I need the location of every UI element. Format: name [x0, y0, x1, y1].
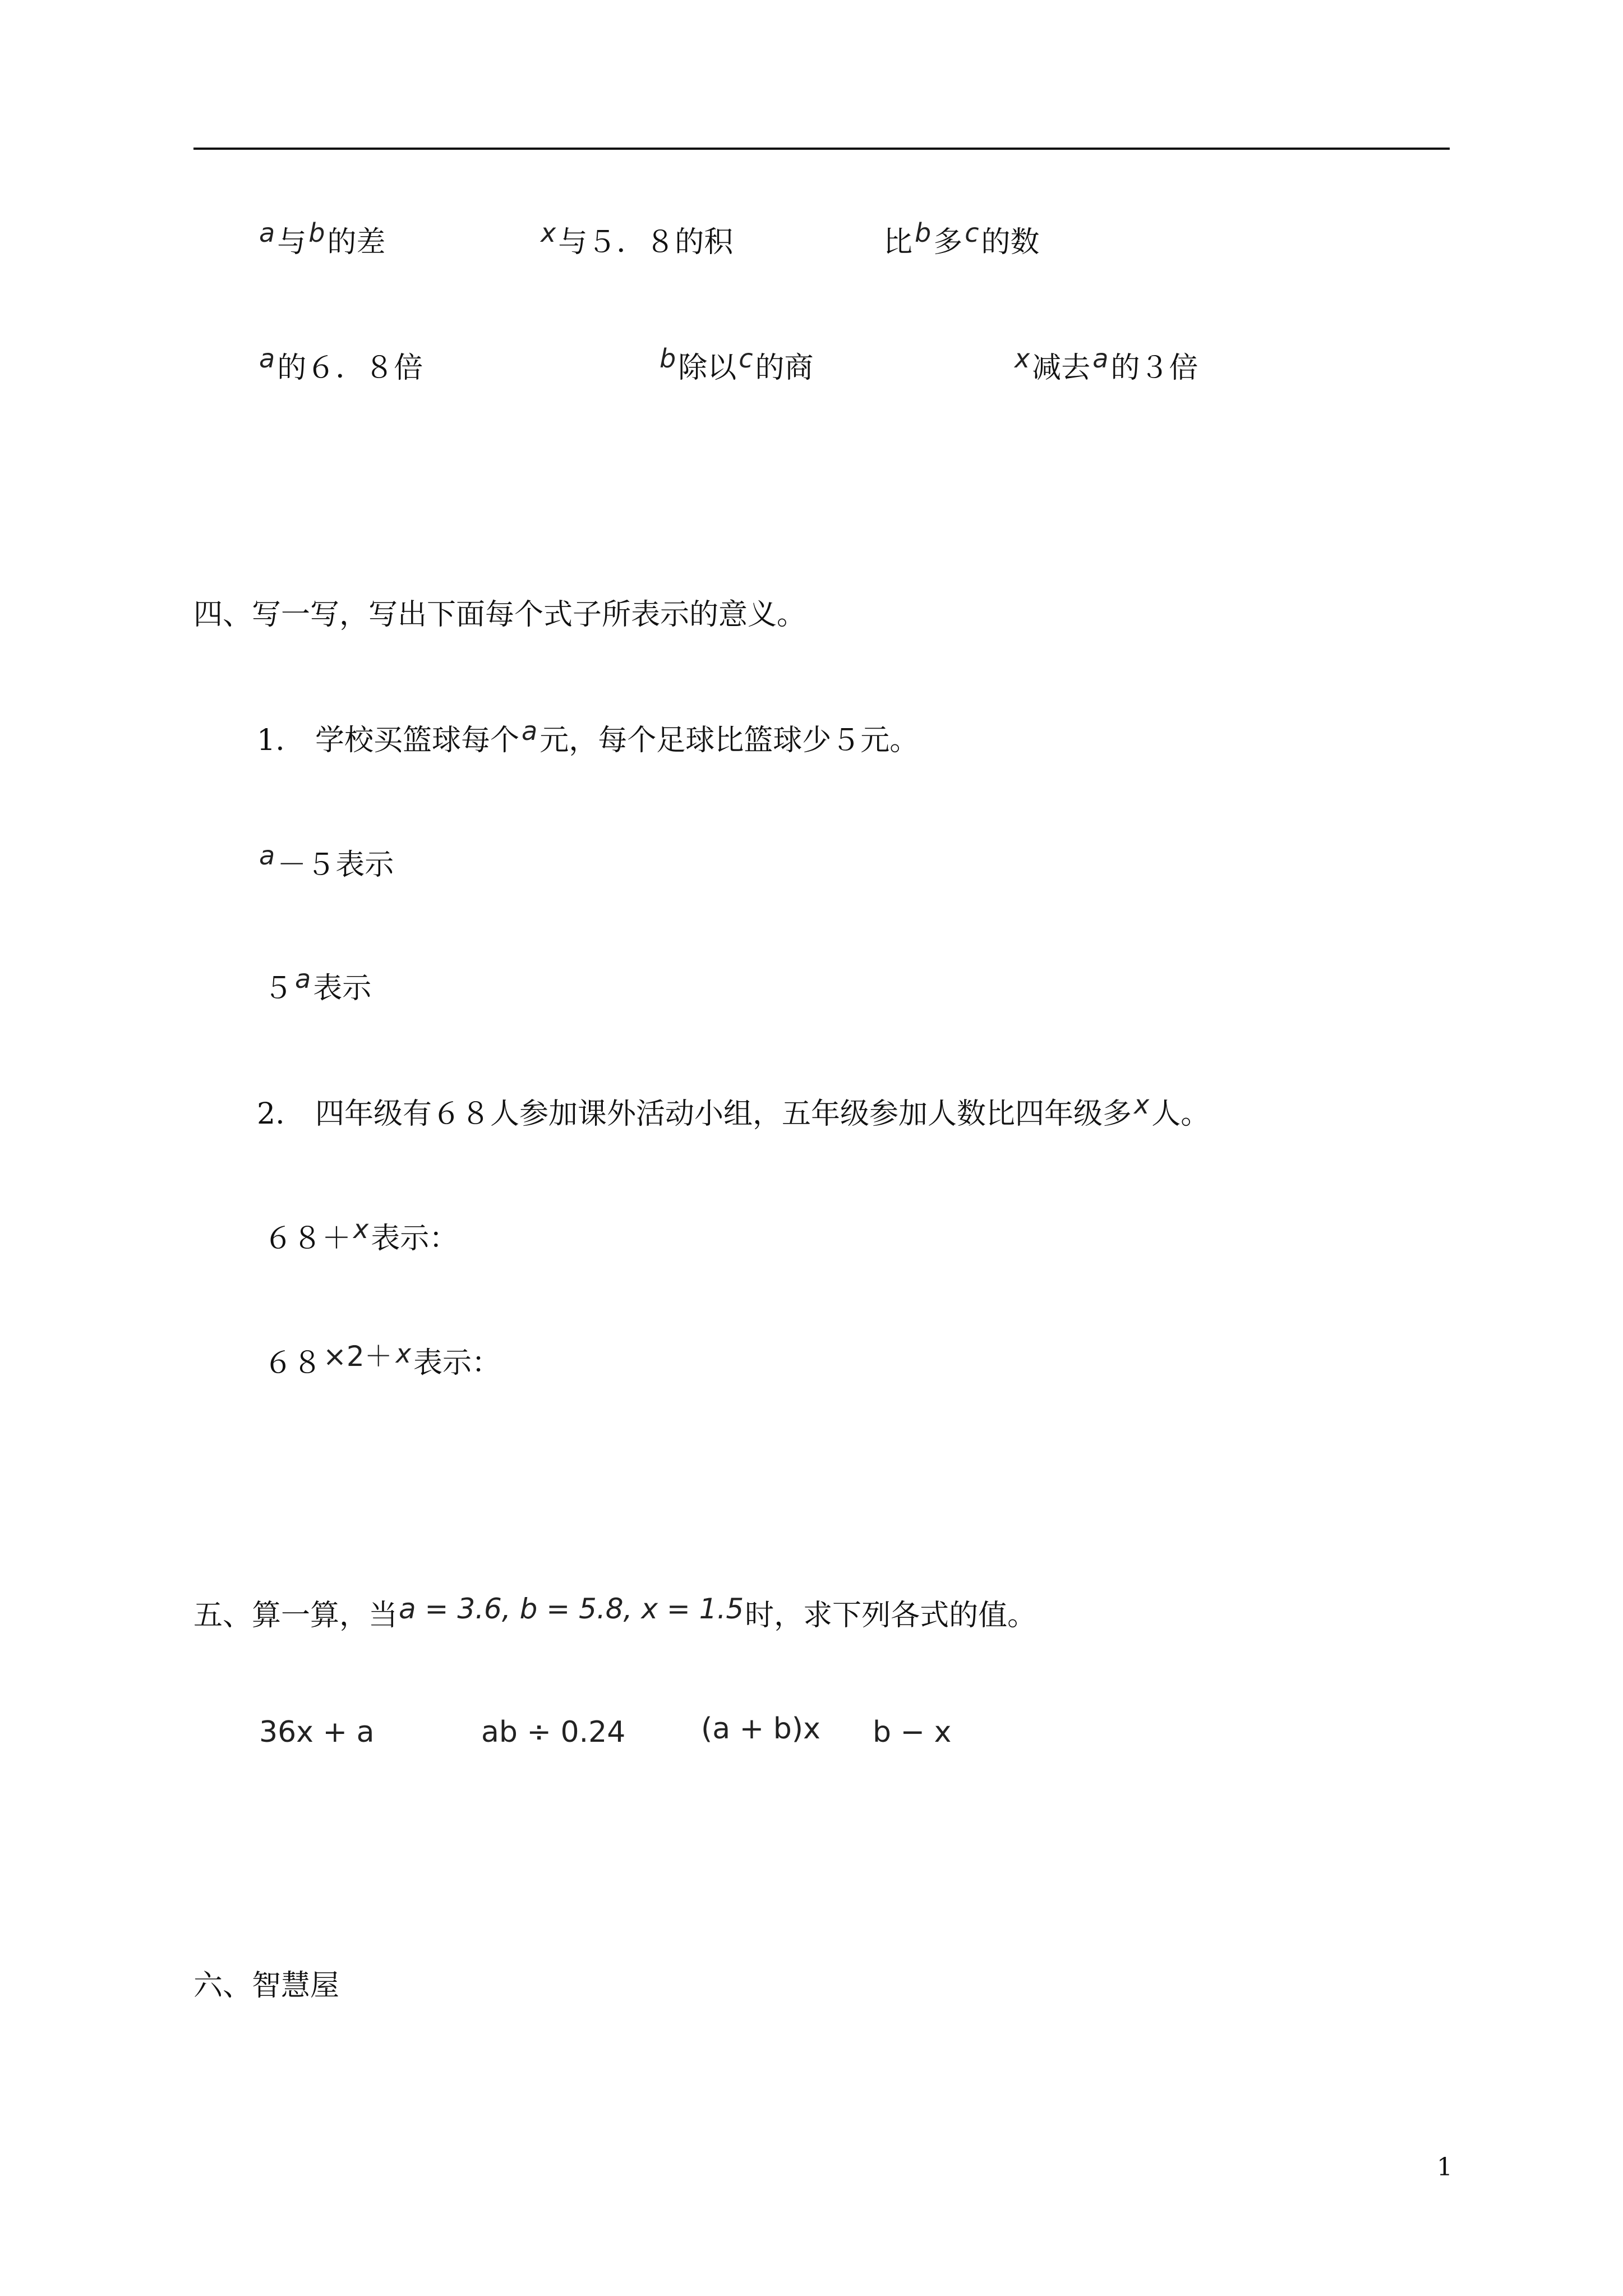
section4-q2: 2. 四年级有６８人参加课外活动小组，五年级参加人数比四年级多x人。 [257, 1089, 1210, 1131]
phrase-x-minus: x减去a的３倍 [1012, 350, 1198, 386]
var-a: a [1092, 343, 1109, 374]
var-a: a [259, 218, 275, 248]
var-a: a [259, 343, 275, 374]
var-x: x [395, 1338, 411, 1369]
var-b: b [915, 218, 932, 248]
section4-q2-expr1: ６８＋x表示： [264, 1214, 459, 1255]
section4-q1: 1. 学校买篮球每个a元，每个足球比篮球少５元。 [257, 716, 919, 757]
phrase-more-than: 比b多c的数 [883, 218, 1040, 259]
var-a: a [259, 840, 275, 871]
phrase-x-product: x与５．８的积 [538, 224, 733, 261]
condition-formula: a = 3.6, b = 5.8, x = 1.5 [399, 1593, 744, 1625]
var-a: a [522, 716, 538, 746]
section4-q2-expr2: ６８×2＋ x表示： [264, 1338, 501, 1380]
phrase-b-divided-c: b除以c的商 [657, 350, 814, 386]
var-x: x [541, 218, 556, 248]
var-x: x [353, 1214, 369, 1244]
var-x: x [1134, 1089, 1150, 1120]
var-c: c [965, 218, 979, 248]
section6-heading: 六、智慧屋 [193, 1969, 340, 2003]
var-b: b [308, 218, 325, 248]
var-c: c [739, 343, 753, 374]
header-rule [193, 148, 1450, 150]
section4-q1-expr1: a－５表示 [257, 847, 394, 884]
page-number: 1 [1437, 2153, 1453, 2182]
expression-4: b − x [873, 1715, 952, 1749]
var-a: a [295, 964, 311, 994]
section4-q1-expr2: ５a表示 [264, 964, 372, 1005]
phrase-a-times: a的６．８倍 [257, 350, 423, 386]
expression-1: 36x + a [259, 1715, 375, 1749]
var-b: b [660, 343, 676, 374]
section5-heading: 五、算一算，当a = 3.6, b = 5.8, x = 1.5时，求下列各式的值。 [193, 1593, 1037, 1632]
formula-times-two: ×2＋ [323, 1340, 393, 1373]
expression-2: ab ÷ 0.24 [481, 1715, 626, 1749]
section4-heading: 四、写一写，写出下面每个式子所表示的意义。 [193, 598, 806, 632]
expression-3: (a + b)x [701, 1712, 820, 1746]
phrase-a-b-difference: a与b的差 [257, 224, 385, 261]
var-x: x [1015, 343, 1030, 374]
